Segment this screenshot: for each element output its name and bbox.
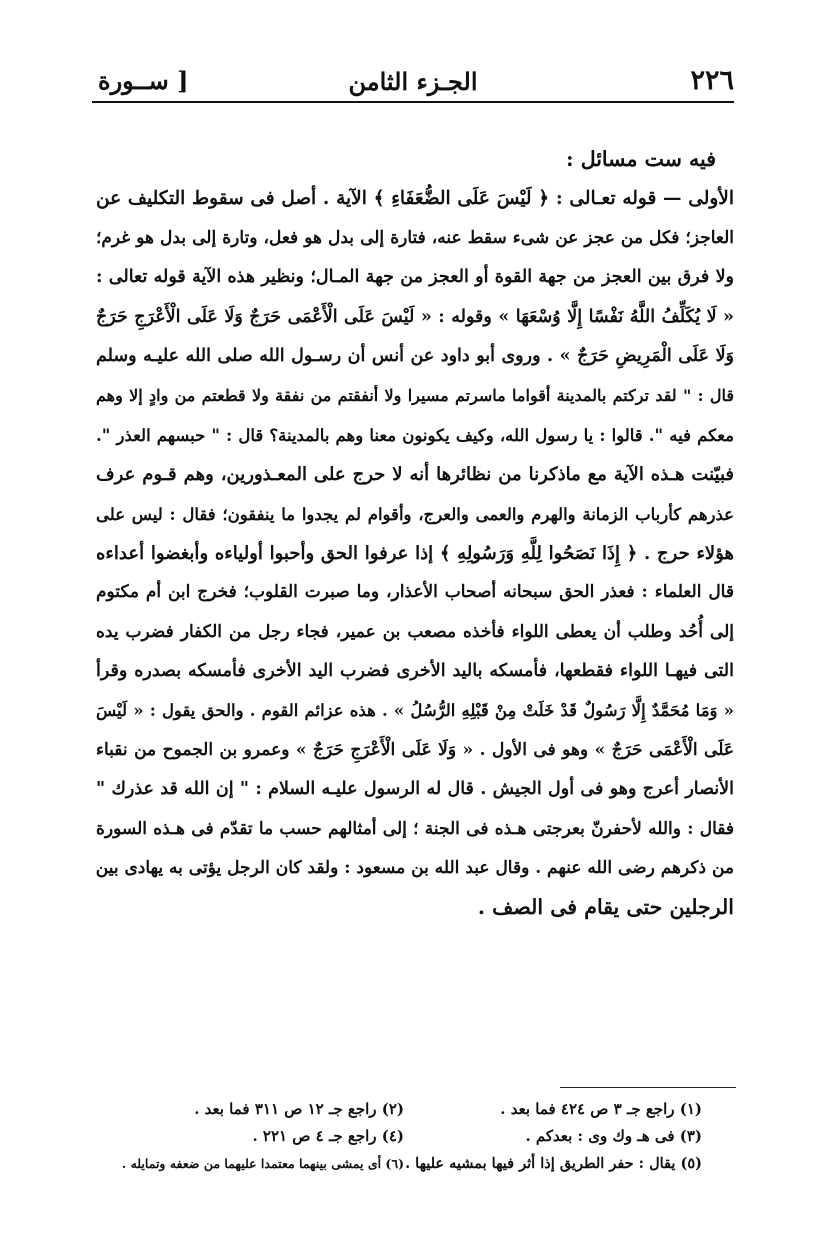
text-line: معكم فيه ". قالوا : يا رسول الله، وكيف يكونون معنا وهم بالمدينة؟ قال : " حبسهم العذر ". — [96, 425, 734, 445]
text-line: فقال : والله لأحفرنّ بعرجتى هـذه فى الجنة ؛ إلى أمثالهم حسب ما تقدّم فى هـذه السورة — [96, 818, 734, 839]
text-line: « لَا يُكَلِّفُ اللَّهُ نَفْسًا إِلَّا وُسْعَهَا » وقوله : « لَيْسَ عَلَى الْأَعْمَى حَرَجٌ وَلَا عَلَى الْأَعْرَجِ حَرَجٌ — [96, 306, 734, 327]
text-line: عذرهم كأرباب الزمانة والهرم والعمى والعرج، وأقوام لم يجدوا ما ينفقون؛ فقال : ليس على — [96, 504, 734, 524]
footnote: (١) راجع جـ ٣ ص ٤٢٤ فما بعد . — [500, 1100, 702, 1118]
text-line: العاجز؛ فكل من عجز عن شىء سقط عنه، فتارة إلى بدل هو فعل، وتارة إلى بدل هو غرم؛ — [96, 227, 734, 248]
text-line: قال العلماء : فعذر الحق سبحانه أصحاب الأعذار، وما صبرت القلوب؛ فخرج ابن أم مكتوم — [96, 582, 734, 603]
footnote-row — [120, 1096, 702, 1123]
footnote: (٦) أى يمشى بينهما معتمدا عليهما من ضعفه وتمايله . — [121, 1156, 404, 1171]
footnote-row — [120, 1123, 702, 1150]
text-line: قال : " لقد تركتم بالمدينة أقواما ماسرتم مسيرا ولا أنفقتم من نفقة ولا قطعتم من وادٍ إلا وهم — [96, 386, 734, 406]
footnote-separator — [560, 1087, 736, 1088]
page-number: ٢٢٦ — [690, 65, 734, 96]
footnote: (٣) فى هـ وك وى : بعدكم . — [525, 1127, 702, 1145]
text-line: وَلَا عَلَى الْمَرِيضِ حَرَجٌ » . وروى أبو داود عن أنس أن رسـول الله صلى الله عليـه وسلم — [96, 345, 734, 366]
footnote: (٥) يقال : حفر الطريق إذا أثر فيها بمشيه عليها . — [405, 1155, 702, 1172]
text-line: ولا فرق بين العجز من جهة القوة أو العجز من جهة المـال؛ ونظير هذه الآية قوله تعالى : — [96, 267, 734, 288]
text-line: فبيّنت هـذه الآية مع ماذكرنا من نظائرها أنه لا حرج على المعـذورين، وهم قـوم عرف — [96, 464, 734, 486]
text-line: « وَمَا مُحَمَّدٌ إِلَّا رَسُولٌ قَدْ خَلَتْ مِنْ قَبْلِهِ الرُّسُلُ » . هذه عزائم القوم . والحق يقول : « لَيْسَ — [96, 701, 734, 721]
part-title: الجـزء الثامن — [348, 67, 478, 96]
footnote: (٢) راجع جـ ١٢ ص ٣١١ فما بعد . — [194, 1100, 404, 1118]
text-line: فيه ست مسائل : — [565, 147, 716, 171]
text-line: عَلَى الْأَعْمَى حَرَجٌ » وهو فى الأول . « وَلَا عَلَى الْأَعْرَجِ حَرَجٌ » وعمرو بن الجموح من نقباء — [96, 739, 734, 760]
main-text — [96, 140, 734, 928]
footnote-row — [120, 1150, 702, 1177]
header-rule — [92, 101, 734, 103]
footnote: (٤) راجع جـ ٤ ص ٢٢١ . — [252, 1127, 404, 1145]
text-line: الأنصار أعرج وهو فى أول الجيش . قال له الرسول عليـه السلام : " إن الله قد عذرك " — [96, 779, 734, 800]
text-line: هؤلاء حرج . ﴿ إِذَا نَصَحُوا لِلَّهِ وَرَسُولِهِ ﴾ إذا عرفوا الحق وأحبوا أولياءه وأبغضوا أعداءه — [96, 542, 734, 564]
text-line: من ذكرهم رضى الله عنهم . وقال عبد الله بن مسعود : ولقد كان الرجل يؤتى به يهادى بين — [96, 858, 734, 879]
text-line: الرجلين حتى يقام فى الصف . — [477, 895, 734, 920]
page-header — [92, 58, 734, 102]
text-line: إلى أُحُد وطلب أن يعطى اللواء فأخذه مصعب بن عمير، فجاء رجل من الكفار فضرب يده — [96, 621, 734, 642]
sura-label: [ ســورة — [98, 66, 189, 95]
footnotes — [120, 1096, 702, 1177]
text-line: التى فيهـا اللواء فقطعها، فأمسكه باليد الأخرى فضرب اليد الأخرى فأمسكه بصدره وقرأ — [96, 661, 734, 682]
text-line: الأولى — قوله تعـالى : ﴿ لَيْسَ عَلَى الضُّعَفَاءِ ﴾ الآية . أصل فى سقوط التكليف عن — [96, 188, 734, 210]
